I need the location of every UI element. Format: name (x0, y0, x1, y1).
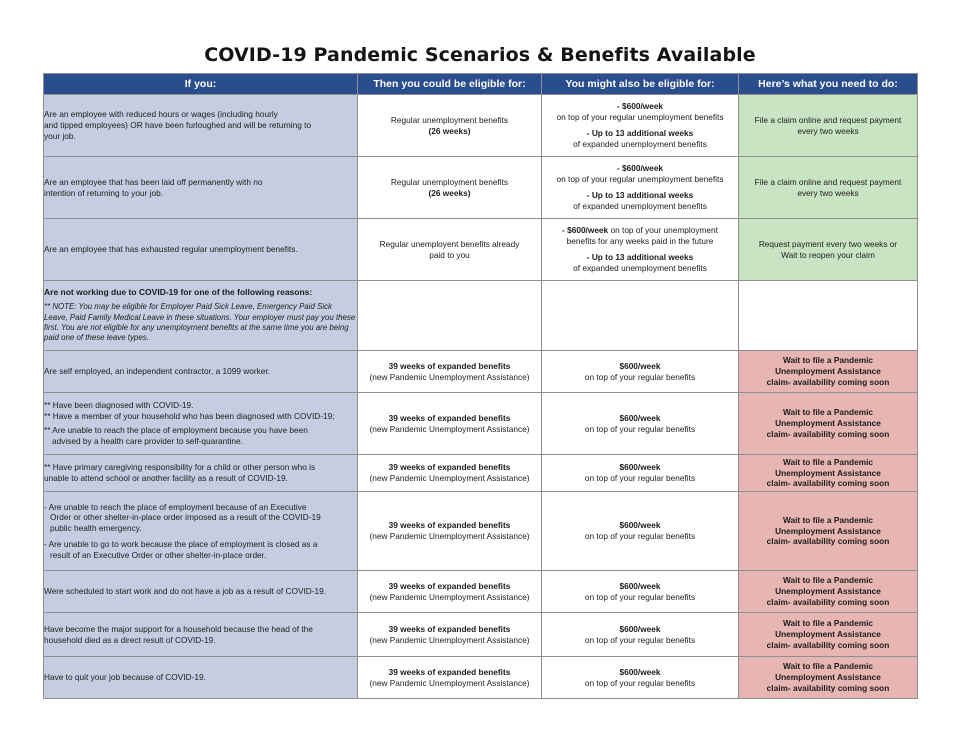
also-line: $600/week (619, 623, 661, 634)
table-row (44, 571, 918, 613)
empty-cell (358, 281, 542, 351)
eligible-line: (new Pandemic Unemployment Assistance) (369, 531, 530, 541)
action-line: Unemployment Assistance (775, 525, 881, 536)
scenario-line: Have become the major support for a household because the head of the (44, 623, 313, 634)
also-eligible-cell (542, 157, 739, 219)
also-line: of expanded unemployment benefits (573, 262, 707, 273)
also-line: on top of your regular benefits (584, 591, 696, 602)
scenario-cell (44, 657, 358, 699)
action-line: Unemployment Assistance (775, 418, 881, 429)
also-line: - $600/week on top of your unemployment (562, 225, 718, 236)
also-line: - $600/week (616, 163, 664, 174)
eligible-line: (26 weeks) (428, 125, 471, 136)
scenario-line: ** Are unable to reach the place of employment because you have been (44, 425, 308, 435)
action-cell (739, 393, 918, 455)
scenario-line: ** Have a member of your household who has been diagnosed with COVID-19; (44, 411, 335, 422)
also-line: on top of your regular benefits (584, 371, 696, 382)
eligible-line: 39 weeks of expanded benefits (388, 462, 511, 473)
scenario-line: Are an employee that has exhausted regular unemployment benefits. (44, 244, 298, 255)
scenario-line: Have to quit your job because of COVID-19. (44, 672, 206, 683)
also-line: on top of your regular benefits (584, 634, 696, 645)
eligible-line: 39 weeks of expanded benefits (388, 666, 511, 677)
eligible-line: (26 weeks) (428, 187, 471, 198)
scenario-line: your job. (44, 130, 76, 141)
table-row (44, 613, 918, 657)
table-row (44, 219, 918, 281)
scenario-line: ** Have primary caregiving responsibility for a child or other person who is (44, 462, 316, 473)
scenario-line: Are an employee that has been laid off permanently with no (44, 176, 263, 187)
action-line: claim- availability coming soon (766, 639, 890, 650)
empty-cell (739, 281, 918, 351)
table-row (44, 492, 918, 571)
action-line: every two weeks (797, 125, 859, 136)
action-cell (739, 351, 918, 393)
also-line: $600/week (619, 412, 661, 423)
also-line: of expanded unemployment benefits (573, 200, 707, 211)
eligible-cell (358, 657, 542, 699)
action-line: Unemployment Assistance (775, 586, 881, 597)
also-eligible-cell (542, 613, 739, 657)
action-line: File a claim online and request payment (754, 114, 902, 125)
action-line: Unemployment Assistance (775, 366, 881, 377)
also-eligible-cell (542, 95, 739, 157)
action-line: claim- availability coming soon (766, 596, 890, 607)
table-row (44, 393, 918, 455)
eligible-cell (358, 492, 542, 571)
action-line: claim- availability coming soon (766, 478, 890, 489)
also-line: - $600/week (616, 101, 664, 112)
eligible-line: 39 weeks of expanded benefits (388, 623, 511, 634)
action-line: Unemployment Assistance (775, 629, 881, 640)
also-eligible-cell (542, 571, 739, 613)
action-line: Wait to file a Pandemic (782, 456, 874, 467)
also-eligible-cell (542, 219, 739, 281)
eligible-line: paid to you (429, 249, 470, 260)
eligible-line: 39 weeks of expanded benefits (388, 360, 511, 371)
action-cell (739, 157, 918, 219)
also-line: on top of your regular benefits (584, 423, 696, 434)
scenario-cell (44, 351, 358, 393)
action-line: Wait to file a Pandemic (782, 355, 874, 366)
also-line: $600/week (619, 520, 661, 531)
eligible-line: 39 weeks of expanded benefits (388, 520, 511, 531)
also-eligible-cell (542, 393, 739, 455)
scenario-line: - Are unable to go to work because the place of employment is closed as a (44, 538, 318, 549)
action-line: Wait to file a Pandemic (782, 618, 874, 629)
eligible-line: Regular unemployent benefits already (379, 238, 520, 249)
also-line: $600/week (619, 360, 661, 371)
action-line: every two weeks (797, 187, 859, 198)
also-eligible-cell (542, 351, 739, 393)
action-line: Request payment every two weeks or (758, 238, 898, 249)
eligible-line: (new Pandemic Unemployment Assistance) (369, 591, 530, 602)
also-line: on top of your regular benefits (584, 677, 696, 688)
also-line: - Up to 13 additional weeks (586, 190, 694, 200)
reasons-cell (44, 281, 358, 351)
eligible-line: (new Pandemic Unemployment Assistance) (369, 677, 530, 688)
also-line: on top of your regular benefits (584, 473, 696, 483)
scenario-line: and tipped employees) OR have been furloughed and will be returning to (44, 120, 312, 131)
also-line: on top of your regular unemployment benefits (556, 112, 724, 123)
action-cell (739, 571, 918, 613)
scenario-cell (44, 219, 358, 281)
also-eligible-cell (542, 657, 739, 699)
eligible-line: 39 weeks of expanded benefits (388, 580, 511, 591)
scenario-line: unable to attend school or another facility as a result of COVID-19. (44, 473, 288, 483)
action-line: Unemployment Assistance (775, 672, 881, 683)
eligible-cell (358, 613, 542, 657)
also-line: $600/week (619, 462, 661, 473)
action-cell (739, 219, 918, 281)
scenario-line: Are an employee with reduced hours or wages (including hourly (44, 109, 278, 120)
also-line: $600/week (619, 580, 661, 591)
benefits-table (43, 73, 918, 699)
eligible-line: 39 weeks of expanded benefits (388, 412, 511, 423)
table-row (44, 351, 918, 393)
scenario-cell (44, 95, 358, 157)
also-line: benefits for any weeks paid in the future (566, 236, 714, 247)
page-title: COVID-19 Pandemic Scenarios & Benefits Available (204, 44, 756, 66)
scenario-cell (44, 157, 358, 219)
scenario-line: ** Have been diagnosed with COVID-19. (44, 400, 194, 411)
table-header-row (44, 74, 918, 95)
action-cell (739, 95, 918, 157)
eligible-line: (new Pandemic Unemployment Assistance) (369, 423, 530, 434)
action-line: Wait to reopen your claim (781, 249, 875, 260)
eligible-line: Regular unemployment benefits (390, 176, 509, 187)
also-eligible-cell (542, 455, 739, 492)
table-row (44, 455, 918, 492)
action-line: claim- availability coming soon (766, 682, 890, 693)
scenario-line: result of an Executive Order or other shelter-in-place order. (50, 549, 267, 560)
action-line: claim- availability coming soon (766, 536, 890, 547)
table-row (44, 157, 918, 219)
action-cell (739, 492, 918, 571)
eligible-line: (new Pandemic Unemployment Assistance) (369, 634, 530, 645)
scenario-line: public health emergency. (50, 523, 142, 534)
action-line: Wait to file a Pandemic (782, 661, 874, 672)
eligible-cell (358, 95, 542, 157)
header-what-to-do: Here’s what you need to do: (739, 74, 918, 95)
action-line: Wait to file a Pandemic (782, 514, 874, 525)
action-line: claim- availability coming soon (766, 376, 890, 387)
scenario-line: Order or other shelter-in-place order imposed as a result of the COVID-19 (50, 512, 321, 523)
empty-cell (542, 281, 739, 351)
table-row (44, 657, 918, 699)
eligible-cell (358, 219, 542, 281)
eligible-line: (new Pandemic Unemployment Assistance) (369, 473, 530, 483)
header-also-eligible-for: You might also be eligible for: (542, 74, 739, 95)
scenario-cell (44, 613, 358, 657)
eligible-cell (358, 393, 542, 455)
also-line: on top of your regular benefits (584, 531, 696, 541)
also-line: $600/week (619, 666, 661, 677)
also-line: - Up to 13 additional weeks (586, 252, 694, 262)
action-cell (739, 455, 918, 492)
eligible-cell (358, 571, 542, 613)
scenario-cell (44, 492, 358, 571)
also-eligible-cell (542, 492, 739, 571)
table-row (44, 281, 918, 351)
scenario-line: - Are unable to reach the place of employment because of an Executive (44, 501, 307, 512)
also-line: on top of your regular unemployment benefits (556, 174, 724, 185)
table-row (44, 95, 918, 157)
scenario-cell (44, 393, 358, 455)
also-line: of expanded unemployment benefits (573, 138, 707, 149)
scenario-line: Are self employed, an independent contractor, a 1099 worker. (44, 366, 271, 377)
scenario-line: intention of returning to your job. (44, 187, 163, 198)
scenario-line: household died as a direct result of COVID-19. (44, 634, 216, 645)
action-line: Unemployment Assistance (775, 467, 881, 478)
eligible-cell (358, 455, 542, 492)
eligible-cell (358, 157, 542, 219)
reasons-note: ** NOTE: You may be eligible for Employer Paid Sick Leave, Emergency Paid Sick Leave, Paid Family Medical Leave in these situations. Your employer must pay you these first. You are not eligible for any unemployment benefits at the same time you are being paid one of these leave types. (44, 302, 356, 343)
scenario-cell (44, 455, 358, 492)
scenario-line: Were scheduled to start work and do not have a job as a result of COVID-19. (44, 586, 327, 597)
action-cell (739, 657, 918, 699)
action-line: File a claim online and request payment (754, 176, 902, 187)
action-line: Wait to file a Pandemic (782, 407, 874, 418)
scenario-line: advised by a health care provider to self-quarantine. (52, 435, 243, 446)
action-cell (739, 613, 918, 657)
eligible-line: Regular unemployment benefits (390, 114, 509, 125)
header-if-you: If you: (44, 74, 358, 95)
scenario-cell (44, 571, 358, 613)
header-eligible-for: Then you could be eligible for: (358, 74, 542, 95)
also-line: - Up to 13 additional weeks (586, 128, 694, 138)
action-line: claim- availability coming soon (766, 428, 890, 439)
eligible-cell (358, 351, 542, 393)
action-line: Wait to file a Pandemic (782, 575, 874, 586)
eligible-line: (new Pandemic Unemployment Assistance) (369, 371, 530, 382)
reasons-title: Are not working due to COVID-19 for one of the following reasons: (44, 287, 313, 298)
